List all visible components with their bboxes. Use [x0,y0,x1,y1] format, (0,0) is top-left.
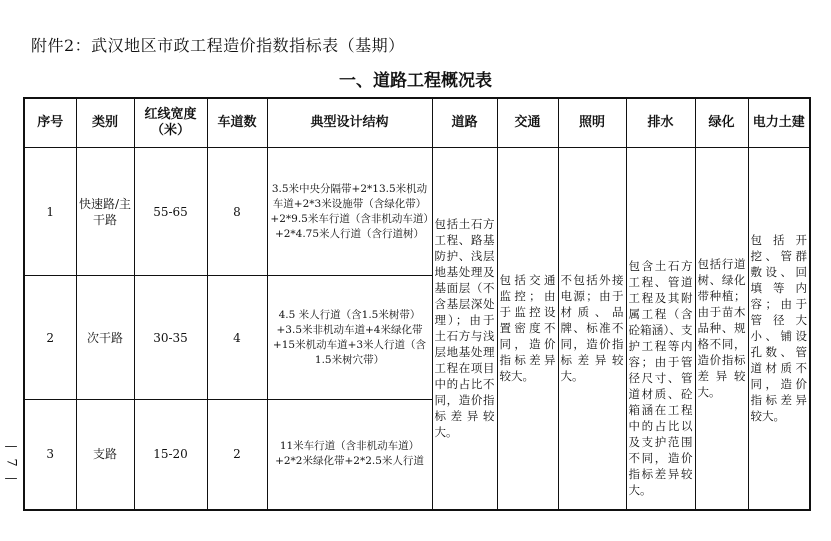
row-lanes: 8 [207,148,267,276]
traffic-description: 包括交通监控；由于监控设置密度不同，造价指标差异较大。 [497,148,558,510]
row-lanes: 4 [207,276,267,400]
lighting-description: 不包括外接电源；由于材质、品牌、标准不同，造价指标差异较大。 [558,148,626,510]
header-traffic: 交通 [497,98,558,148]
power-description: 包括开挖、管群敷设、回填等内容；由于管径大小、铺设孔数、管道材质不同，造价指标差异较大。 [748,148,810,510]
header-width: 红线宽度（米） [134,98,207,148]
row-category: 次干路 [76,276,134,400]
row-design: 4.5 米人行道（含1.5米树带）+3.5米非机动车道+4米绿化带+15米机动车道+3米人行道（含1.5米树穴带） [267,276,432,400]
table-row [24,148,810,276]
row-index: 1 [24,148,76,276]
row-index: 2 [24,276,76,400]
road-description: 包括土石方工程、路基防护、浅层地基处理及基面层（不含基层深处理）；由于土石方与浅层地基处理工程在项目中的占比不同，造价指标差异较大。 [432,148,497,510]
header-row [24,98,810,148]
header-lanes: 车道数 [207,98,267,148]
header-greening: 绿化 [695,98,748,148]
row-category: 支路 [76,400,134,510]
header-design: 典型设计结构 [267,98,432,148]
row-design: 3.5米中央分隔带+2*13.5米机动车道+2*3米设施带（含绿化带）+2*9.5米车行道（含非机动车道）+2*4.75米人行道（含行道树） [267,148,432,276]
road-overview-table [23,97,811,511]
row-width: 30-35 [134,276,207,400]
row-category: 快速路/主干路 [76,148,134,276]
header-drainage: 排水 [626,98,695,148]
row-design: 11米车行道（含非机动车道）+2*2米绿化带+2*2.5米人行道 [267,400,432,510]
attachment-title: 附件2：武汉地区市政工程造价指数指标表（基期） [31,36,405,55]
row-width: 15-20 [134,400,207,510]
section-title: 一、道路工程概况表 [339,71,492,91]
header-category: 类别 [76,98,134,148]
page-number-digit: 7 [3,458,19,467]
header-lighting: 照明 [558,98,626,148]
header-power: 电力土建 [748,98,810,148]
drainage-description: 包含土石方工程、管道工程及其附属工程（含砼箱涵）、支护工程等内容；由于管径尺寸、管道材质、砼箱涵在工程中的占比以及支护范围不同，造价指标差异较大。 [626,148,695,510]
row-width: 55-65 [134,148,207,276]
greening-description: 包括行道树、绿化带种植；由于苗木品种、规格不同，造价指标差异较大。 [695,148,748,510]
header-road: 道路 [432,98,497,148]
row-lanes: 2 [207,400,267,510]
page-number: — 7 — [3,439,19,486]
row-index: 3 [24,400,76,510]
header-index: 序号 [24,98,76,148]
